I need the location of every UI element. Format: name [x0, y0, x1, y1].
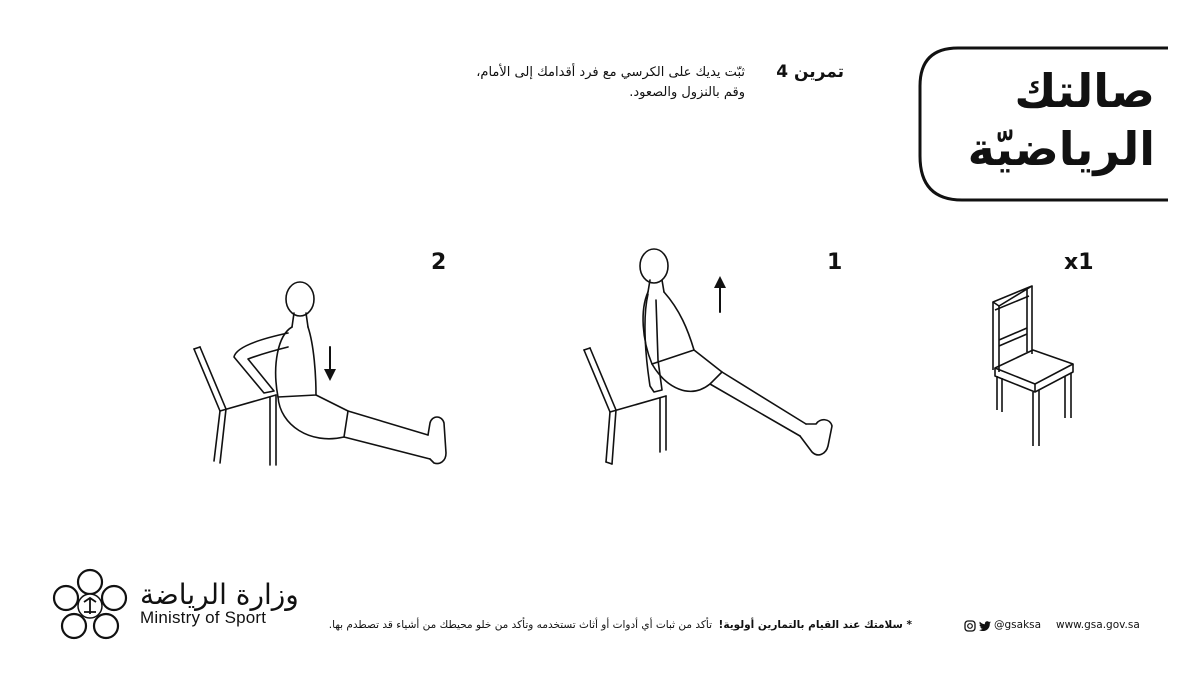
title-line-1: صالتك	[1014, 64, 1155, 118]
exercise-description-line-2: وقم بالنزول والصعود.	[629, 85, 745, 100]
safety-note-bold: * سلامتك عند القيام بالتمارين أولوية!	[718, 619, 912, 631]
instagram-icon[interactable]	[964, 620, 976, 632]
exercise-figure-step-1	[570, 240, 843, 470]
logo-english-text: Ministry of Sport	[140, 608, 267, 627]
arrow-down-icon	[324, 369, 336, 381]
exercise-figure-step-2	[180, 275, 450, 475]
logo-arabic-text: وزارة الرياضة	[140, 578, 299, 611]
page-title	[968, 62, 1155, 178]
step-2-label: 2	[431, 250, 447, 275]
chair-icon	[975, 280, 1090, 450]
exercise-description	[425, 63, 745, 103]
social-handle-link[interactable]: @gsaksa	[994, 619, 1042, 631]
arrow-up-icon	[714, 276, 726, 288]
twitter-icon[interactable]	[979, 621, 991, 631]
exercise-label: تمرين 4	[776, 62, 844, 82]
website-link[interactable]: www.gsa.gov.sa	[1056, 619, 1140, 631]
equipment-count: x1	[1064, 250, 1094, 275]
exercise-description-line-1: ثبّت يديك على الكرسي مع فرد أقدامك إلى الأمام،	[476, 65, 745, 80]
safety-note-text: تأكد من ثبات أي أدوات أو أثاث تستخدمه وتأكد من خلو محيطك من أشياء قد تصطدم بها.	[328, 619, 712, 631]
step-1-label: 1	[827, 250, 843, 275]
ministry-logo-icon	[52, 568, 128, 644]
title-line-2: الرياضيّة	[967, 122, 1155, 176]
